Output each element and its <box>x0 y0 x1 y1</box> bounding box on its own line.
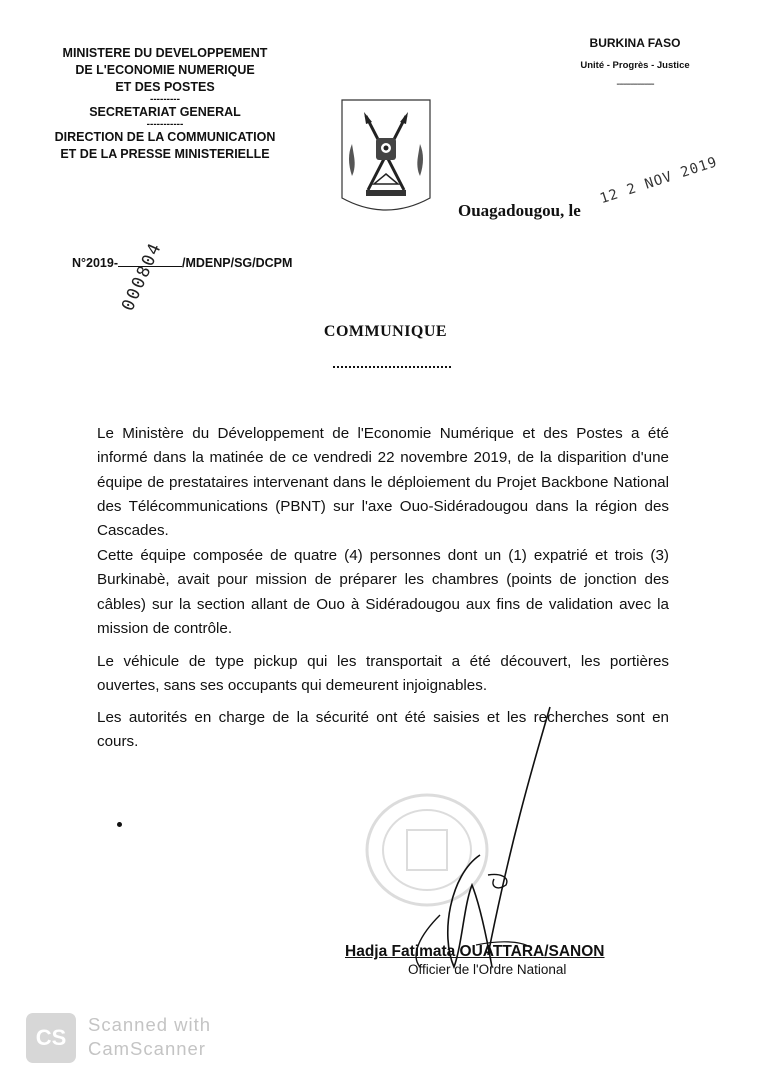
date-stamp: 12 2 NOV 2019 <box>598 154 720 208</box>
signer-name: Hadja Fatimata OUATTARA/SANON <box>345 943 605 960</box>
camscanner-logo <box>26 1013 76 1063</box>
camscanner-watermark <box>88 1013 211 1061</box>
camscanner-logo-text: CS <box>35 1025 67 1050</box>
ministry-line: DE L'ECONOMIE NUMERIQUE <box>75 63 255 77</box>
ministry-line: MINISTERE DU DEVELOPPEMENT <box>62 46 268 60</box>
watermark-line: Scanned with <box>88 1014 212 1035</box>
direction-line: DIRECTION DE LA COMMUNICATION <box>54 130 276 144</box>
secretariat-line: SECRETARIAT GENERAL <box>89 105 241 119</box>
watermark-line: CamScanner <box>88 1038 206 1059</box>
title-underline <box>333 366 451 368</box>
body-paragraph: Les autorités en charge de la sécurité ont été saisies et les recherches sont en cours. <box>97 709 669 751</box>
country-name: BURKINA FASO <box>589 36 681 50</box>
body-paragraph: Cette équipe composée de quatre (4) personnes dont un (1) expatrié et trois (3) Burkinabè, avait pour mission de préparer les chambres (points de jonction des câbles) sur la section allant de Ouo à Sidéradougou aux fins de validation avec la mission de contrôle. <box>97 547 669 637</box>
country-header <box>560 36 710 90</box>
country-rule: ---------------- <box>616 79 654 90</box>
stray-mark <box>117 822 122 827</box>
place-label: Ouagadougou, le <box>458 201 581 220</box>
reference-stamp: 000804 <box>118 238 167 315</box>
body-paragraph: Le Ministère du Développement de l'Economie Numérique et des Postes a été informé dans la matinée de ce vendredi 22 novembre 2019, de la disparition d'une équipe de prestataires intervenant dans le déploiement du Projet Backbone National des Télécommunications (PBNT) sur l'axe Ouo-Sidéradougou dans la région des Cascades. <box>97 425 669 540</box>
coat-of-arms-icon <box>338 98 434 218</box>
reference-suffix: /MDENP/SG/DCPM <box>182 256 293 270</box>
ministry-line: ET DES POSTES <box>115 80 215 94</box>
body-paragraph: Le véhicule de type pickup qui les transportait a été découvert, les portières ouvertes, sans ses occupants qui demeurent injoignables. <box>97 653 669 695</box>
header-separator: ----------- <box>146 119 184 130</box>
direction-line: ET DE LA PRESSE MINISTERIELLE <box>60 147 270 161</box>
document-title: COMMUNIQUE <box>323 323 448 340</box>
signer-title: Officier de l'Ordre National <box>408 962 567 977</box>
reference-prefix: N°2019- <box>72 256 118 270</box>
header-separator: --------- <box>150 94 180 105</box>
ministry-header <box>30 45 300 163</box>
reference-number <box>72 256 292 270</box>
country-motto: Unité - Progrès - Justice <box>580 60 690 71</box>
handwritten-signature <box>380 705 570 975</box>
